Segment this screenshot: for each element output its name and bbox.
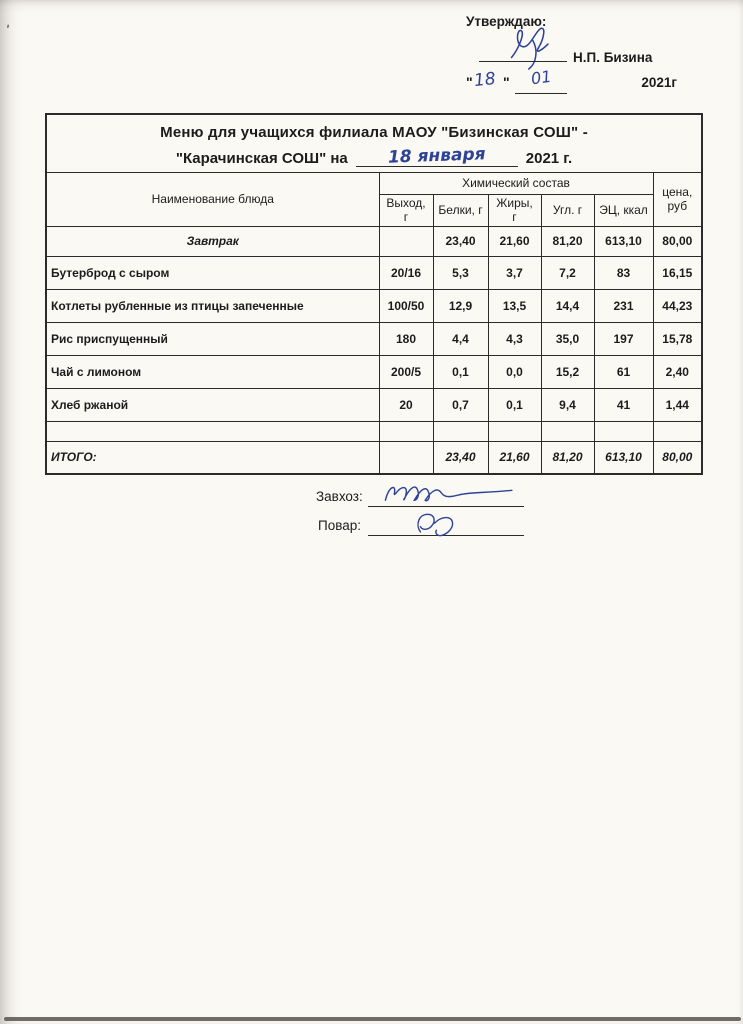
column-header-belki: Белки, г xyxy=(433,194,488,226)
empty-cell xyxy=(433,421,488,441)
dish-ugl: 15,2 xyxy=(541,355,594,388)
menu-title-line1: Меню для учащихся филиала МАОУ "Бизинская СОШ" - xyxy=(160,123,588,141)
dish-vyhod: 200/5 xyxy=(379,355,433,388)
dish-ec: 61 xyxy=(594,355,653,388)
dish-row xyxy=(46,256,702,289)
dish-zhiry: 4,3 xyxy=(488,322,541,355)
approver-signature-line xyxy=(479,61,567,62)
dish-belki: 5,3 xyxy=(433,256,488,289)
column-header-chemical-composition: Химический состав xyxy=(379,172,653,194)
total-vyhod xyxy=(379,441,433,474)
approver-signature xyxy=(500,20,572,72)
empty-cell xyxy=(46,421,379,441)
dish-zhiry: 13,5 xyxy=(488,289,541,322)
approver-name: Н.П. Бизина xyxy=(573,50,653,65)
price-header-line1: цена, xyxy=(662,184,693,199)
total-price: 80,00 xyxy=(653,441,702,474)
meal-section-row xyxy=(46,226,702,256)
empty-cell xyxy=(653,421,702,441)
dish-price: 1,44 xyxy=(653,388,702,421)
dish-ec: 231 xyxy=(594,289,653,322)
menu-table xyxy=(45,113,703,475)
total-zhiry: 21,60 xyxy=(488,441,541,474)
dish-zhiry: 0,1 xyxy=(488,388,541,421)
dish-ec: 197 xyxy=(594,322,653,355)
dish-vyhod: 180 xyxy=(379,322,433,355)
column-header-ugl: Угл. г xyxy=(541,194,594,226)
menu-title-row xyxy=(46,114,702,172)
meal-belki: 23,40 xyxy=(433,226,488,256)
approval-date-row xyxy=(455,68,701,100)
handwritten-menu-date: 18 января xyxy=(387,144,486,168)
empty-cell xyxy=(488,421,541,441)
dish-vyhod: 100/50 xyxy=(379,289,433,322)
column-header-zhiry: Жиры, г xyxy=(488,194,541,226)
table-header-row-1 xyxy=(46,172,702,194)
meal-ugl: 81,20 xyxy=(541,226,594,256)
meal-vyhod xyxy=(379,226,433,256)
dish-row xyxy=(46,322,702,355)
column-header-price xyxy=(653,172,702,226)
month-blank-line xyxy=(515,68,567,94)
approval-block xyxy=(455,12,701,104)
dish-belki: 4,4 xyxy=(433,322,488,355)
signature-footer xyxy=(302,484,542,542)
dish-name: Хлеб ржаной xyxy=(46,388,379,421)
column-header-dish-name: Наименование блюда xyxy=(46,172,379,226)
dish-ugl: 14,4 xyxy=(541,289,594,322)
handwritten-month: 01 xyxy=(529,66,553,89)
approval-label: Утверждаю: xyxy=(466,14,547,29)
approval-year: 2021г xyxy=(641,75,677,90)
handwritten-day: 18 xyxy=(473,68,497,92)
menu-date-blank xyxy=(356,146,518,167)
dish-row xyxy=(46,388,702,421)
total-row xyxy=(46,441,702,474)
dish-belki: 12,9 xyxy=(433,289,488,322)
empty-row xyxy=(46,421,702,441)
dish-zhiry: 3,7 xyxy=(488,256,541,289)
dish-belki: 0,1 xyxy=(433,355,488,388)
dish-ec: 83 xyxy=(594,256,653,289)
scan-bottom-edge xyxy=(4,1017,741,1021)
dish-vyhod: 20/16 xyxy=(379,256,433,289)
scan-artifact-mark: ' xyxy=(4,21,11,40)
dish-row xyxy=(46,289,702,322)
empty-cell xyxy=(594,421,653,441)
menu-title-cell xyxy=(46,114,702,172)
dish-ugl: 35,0 xyxy=(541,322,594,355)
dish-price: 2,40 xyxy=(653,355,702,388)
meal-zhiry: 21,60 xyxy=(488,226,541,256)
empty-cell xyxy=(379,421,433,441)
dish-ugl: 7,2 xyxy=(541,256,594,289)
total-belki: 23,40 xyxy=(433,441,488,474)
dish-name: Бутерброд с сыром xyxy=(46,256,379,289)
dish-price: 15,78 xyxy=(653,322,702,355)
dish-ec: 41 xyxy=(594,388,653,421)
day-quote-open: " xyxy=(466,74,473,90)
povar-label: Повар: xyxy=(318,518,361,533)
povar-row xyxy=(302,513,542,542)
meal-price: 80,00 xyxy=(653,226,702,256)
menu-title-prefix: "Карачинская СОШ" на xyxy=(175,149,348,167)
dish-vyhod: 20 xyxy=(379,388,433,421)
dish-row xyxy=(46,355,702,388)
column-header-ec: ЭЦ, ккал xyxy=(594,194,653,226)
dish-belki: 0,7 xyxy=(433,388,488,421)
price-header-line2: руб xyxy=(667,199,688,213)
zavhoz-signature xyxy=(380,478,520,508)
dish-name: Чай с лимоном xyxy=(46,355,379,388)
meal-section-label: Завтрак xyxy=(46,226,379,256)
dish-price: 44,23 xyxy=(653,289,702,322)
dish-name: Рис приспущенный xyxy=(46,322,379,355)
zavhoz-label: Завхоз: xyxy=(316,489,363,504)
empty-cell xyxy=(541,421,594,441)
povar-signature xyxy=(406,509,472,539)
menu-title-year: 2021 г. xyxy=(525,149,573,167)
day-quote-close: " xyxy=(503,74,510,90)
meal-ec: 613,10 xyxy=(594,226,653,256)
column-header-vyhod: Выход, г xyxy=(379,194,433,226)
total-ec: 613,10 xyxy=(594,441,653,474)
total-ugl: 81,20 xyxy=(541,441,594,474)
dish-price: 16,15 xyxy=(653,256,702,289)
menu-title-line2 xyxy=(51,146,697,167)
total-label: ИТОГО: xyxy=(46,441,379,474)
dish-name: Котлеты рубленные из птицы запеченные xyxy=(46,289,379,322)
dish-zhiry: 0,0 xyxy=(488,355,541,388)
dish-ugl: 9,4 xyxy=(541,388,594,421)
